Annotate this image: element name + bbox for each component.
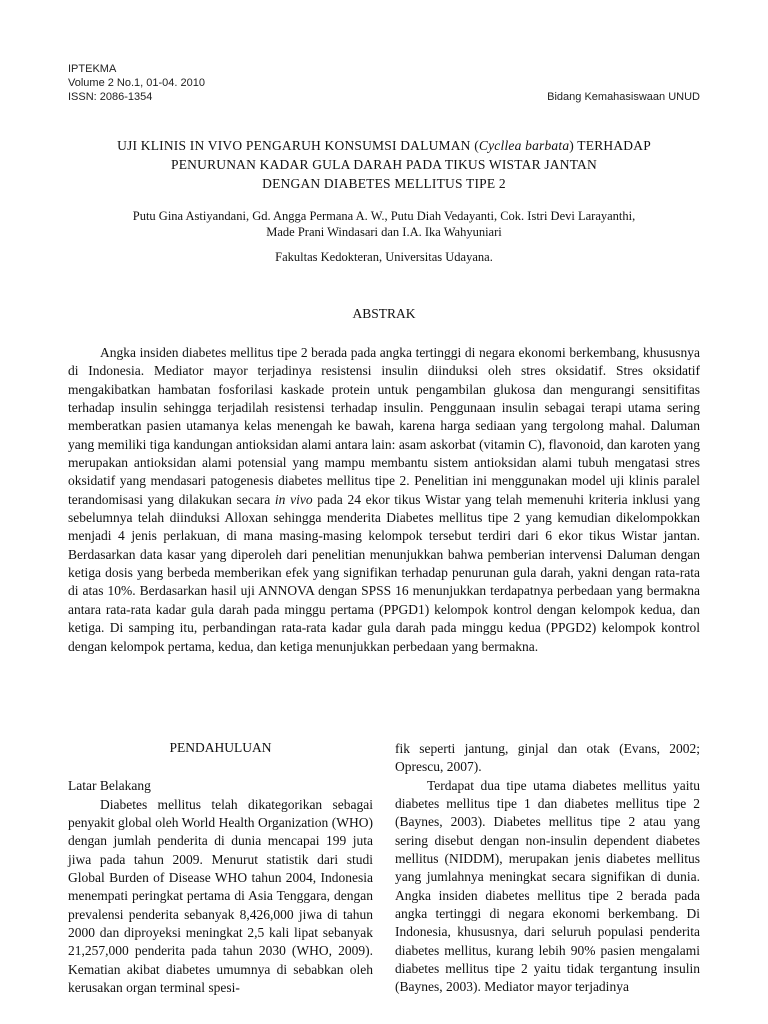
department-label: Bidang Kemahasiswaan UNUD [547, 91, 700, 103]
paper-title [68, 136, 700, 193]
title-line-1: UJI KLINIS IN VIVO PENGARUH KONSUMSI DALUMAN (Cycllea barbata) TERHADAP [117, 138, 651, 153]
abstract-italic-term: in vivo [274, 491, 313, 507]
journal-volume: Volume 2 No.1, 01-04. 2010 [68, 77, 205, 89]
journal-name: IPTEKMA [68, 63, 117, 75]
title-line-3: DENGAN DIABETES MELLITUS TIPE 2 [262, 176, 506, 191]
section-heading: PENDAHULUAN [169, 740, 272, 755]
title-line-2: PENURUNAN KADAR GULA DARAH PADA TIKUS WISTAR JANTAN [171, 157, 597, 172]
left-column [68, 739, 373, 997]
right-continuation: fik seperti jantung, ginjal dan otak (Evans, 2002; Oprescu, 2007). [395, 741, 700, 775]
author-list [68, 208, 700, 240]
journal-issn: ISSN: 2086-1354 [68, 91, 153, 103]
species-name: Cycllea barbata [478, 138, 570, 153]
subsection-heading: Latar Belakang [68, 778, 151, 794]
right-column [395, 740, 700, 997]
abstract-text: Angka insiden diabetes mellitus tipe 2 berada pada angka tertinggi di negara ekonomi berkembang, khususnya di Indonesia. Mediator mayor terjadinya resistensi insulin diinduksi oleh stres oksidatif. Stres oksidatif mengakibatkan hambatan fosforilasi kaskade protein untuk pengambilan glukosa dan mengurangi sensitifitas terhadap insulin sehingga terjadilah resistensi terhadap insulin. Penggunaan insulin sebagai terapi utama sering memberatkan pasien utamanya kelas menengah ke bawah, karena harga sediaan yang tergolong mahal. Daluman yang memiliki tiga kandungan antioksidan alami antara lain: asam askorbat (vitamin C), flavonoid, dan karoten yang merupakan antioksidan alami potensial yang mampu membantu sistem antioksidan alami tubuh mengatasi stres oksidatif yang mendasari patogenesis diabetes mellitus tipe 2. Penelitian ini menggunakan model uji klinis paralel terandomisasi yang dilakukan secara in vivo pada 24 ekor tikus Wistar yang telah memenuhi kriteria inklusi yang sebelumnya telah diinduksi Alloxan sehingga menderita Diabetes mellitus tipe 2 yang kemudian dikelompokkan menjadi 4 jenis perlakuan, di mana masing-masing kelompok tersebut terdiri dari 6 ekor tikus Wistar jantan. Berdasarkan data kasar yang diperoleh dari penelitian menunjukkan bahwa pemberian intervensi Daluman dengan ketiga dosis yang berbeda memberikan efek yang signifikan terhadap penurunan gula darah, yakni dengan rata-rata di atas 10%. Berdasarkan hasil uji ANNOVA dengan SPSS 16 menunjukkan terdapatnya perbedaan yang bermakna antara rata-rata kadar gula darah pada minggu pertama (PPGD1) kelompok kontrol dengan kelompok kedua, dan ketiga. Di samping itu, perbandingan rata-rata kadar gula darah pada minggu kedua (PPGD2) kelompok kontrol dengan kelompok pertama, kedua, dan ketiga menunjukkan perbedaan yang bermakna. [68, 345, 700, 654]
authors-line-2: Made Prani Windasari dan I.A. Ika Wahyuniari [266, 225, 502, 239]
abstract-heading: ABSTRAK [352, 306, 416, 321]
left-paragraph: Diabetes mellitus telah dikategorikan sebagai penyakit global oleh World Health Organization (WHO) dengan jumlah penderita di dunia mencapai 199 juta jiwa pada tahun 2009. Menurut statistik dari studi Global Burden of Disease WHO tahun 2004, Indonesia menempati peringkat pertama di Asia Tenggara, dengan prevalensi penderita sebanyak 8,426,000 jiwa di tahun 2000 dan diproyeksi meningkat 2,5 kali lipat sebanyak 21,257,000 penderita pada tahun 2030 (WHO, 2009). Kematian akibat diabetes umumnya di sebabkan oleh kerusakan organ terminal spesi- [68, 796, 373, 996]
right-paragraph: Terdapat dua tipe utama diabetes mellitus yaitu diabetes mellitus tipe 1 dan diabetes mellitus tipe 2 (Baynes, 2003). Diabetes mellitus tipe 2 atau yang sering disebut dengan non-insulin dependent diabetes mellitus (NIDDM), merupakan jenis diabetes mellitus yang jumlahnya meningkat secara signifikan di dunia. Angka insiden diabetes mellitus tipe 2 berada pada angka tertinggi di negara ekonomi berkembang. Di Indonesia, khususnya, dari seluruh populasi penderita diabetes mellitus, kurang lebih 90% pasien mengalami diabetes mellitus tipe 2 yaitu tidak tergantung insulin (Baynes, 2003). Mediator mayor terjadinya [395, 777, 700, 995]
authors-line-1: Putu Gina Astiyandani, Gd. Angga Permana A. W., Putu Diah Vedayanti, Cok. Istri Devi Larayanthi, [132, 209, 636, 223]
affiliation: Fakultas Kedokteran, Universitas Udayana. [275, 250, 493, 264]
journal-header [68, 62, 700, 104]
